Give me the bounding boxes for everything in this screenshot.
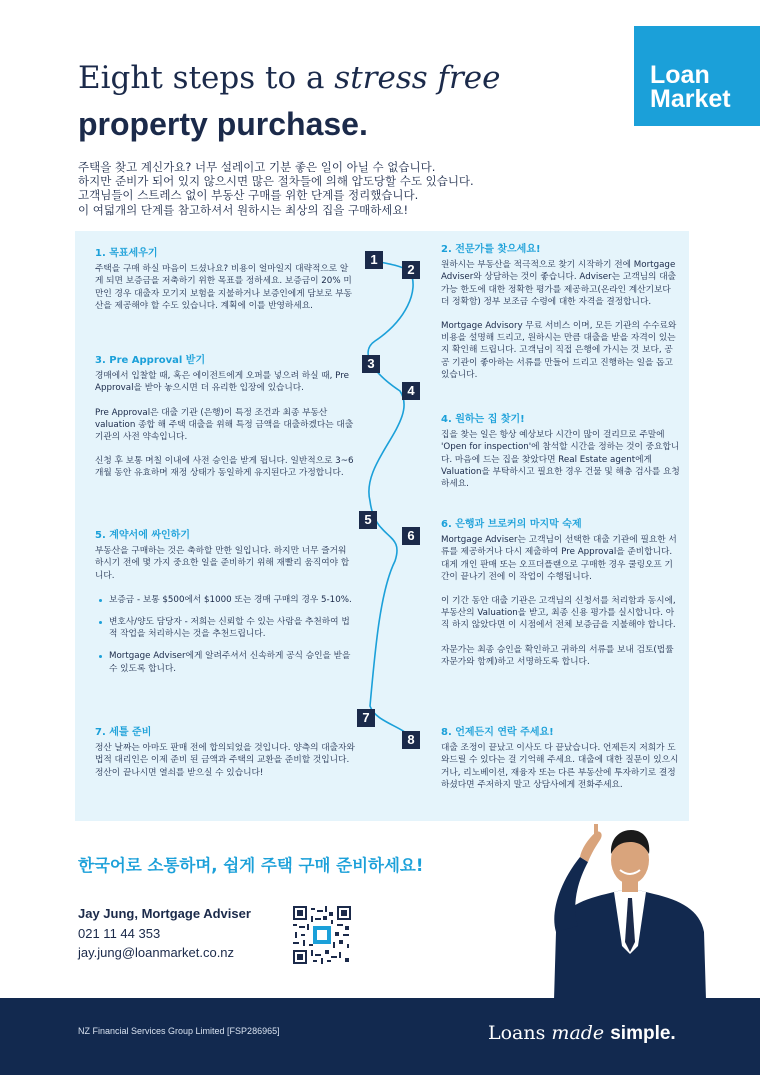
step-title: 8. 언제든지 연락 주세요! [441, 727, 554, 738]
fsp-registration: NZ Financial Services Group Limited [FSP286965] [78, 1026, 280, 1036]
loan-market-logo [634, 26, 760, 126]
step-number-3: 3 [362, 355, 380, 373]
step-5 [95, 530, 357, 685]
adviser-name: Jay Jung, Mortgage Adviser [78, 906, 251, 921]
page-title-line2: property purchase. [78, 106, 368, 142]
step-5-bullets [95, 594, 357, 675]
step-body: Mortgage Adviser는 고객님이 선택한 대출 기관에 필요한 서류를 제공하거나 다시 제출하여 Pre Approval을 준비합니다. 대게 개인 판매 또는 오프더플랜으로 구매한 경우 쿨링오프 기간이 끝나기 전에 이 작업이 수행됩니다. [441, 535, 677, 582]
step-4 [441, 414, 681, 502]
step-body: 원하시는 부동산을 적극적으로 찾기 시작하기 전에 Mortgage Adviser와 상담하는 것이 좋습니다. Adviser는 고객님의 대출 가능 한도에 대한 정확한 평가를 제공하고(온라인 계산기보다 더 정확함) 정부 보조금 수령에 대한 자격을 결정합니다. [441, 260, 676, 307]
page-title-line1 [78, 60, 500, 96]
intro-text [78, 160, 598, 217]
qr-code-icon[interactable] [293, 906, 351, 964]
step-body: 부동산을 구매하는 것은 축하할 만한 일입니다. 하지만 너무 즐거워 하시기 전에 몇 가지 중요한 일을 준비하기 위해 재빨리 움직여야 합니다. [95, 546, 350, 581]
contact-block [78, 906, 251, 964]
steps-panel [75, 231, 689, 821]
email-link[interactable]: jay.jung@loanmarket.co.nz [78, 945, 235, 960]
step-body: 이 기간 동안 대출 기관은 고객님의 신청서를 처리함과 동시에, 부동산의 Valuation을 받고, 최종 신용 평가를 실시합니다. 아직 하지 않았다면 이 시점에서 전체 보증금을 지불해야 합니다. [441, 596, 676, 631]
step-6 [441, 519, 681, 680]
step-body: 정산 날짜는 아마도 판매 전에 합의되었을 것입니다. 양측의 대출자와 법적 대리인은 이제 준비 된 금액과 주택의 교환을 준비할 것입니다. 정산이 끝나시면 열쇠를 받으실 수 있습니다! [95, 743, 355, 778]
step-3 [95, 355, 357, 492]
step-title: 4. 원하는 집 찾기! [441, 414, 525, 425]
step-number-1: 1 [365, 251, 383, 269]
step-title: 5. 계약서에 싸인하기 [95, 530, 190, 541]
step-body: Pre Approval은 대출 기관 (은행)이 특정 조건과 최종 부동산 valuation 종합 해 주택 대출을 위해 특정 금액을 대출하겠다는 대출 기관의 사전 약속입니다. [95, 407, 354, 443]
step-number-5: 5 [359, 511, 377, 529]
intro-line: 이 여덟개의 단계를 참고하셔서 원하시는 최상의 집을 구매하세요! [78, 202, 409, 217]
title-italic: stress free [334, 60, 501, 96]
step-body: 주택을 구매 하실 마음이 드셨나요? 비용이 얼마일지 대략적으로 알게 되면 보증금을 저축하기 위한 목표를 정하세요. 보증금이 20% 미만인 경우 대출자 모기지 보험을 지불하거나 보증인에게 담보로 부동산을 제공해야 할 수도 있습니다. 계획에 이를 반영하세요. [95, 264, 353, 311]
step-body: 집을 찾는 일은 항상 예상보다 시간이 많이 걸리므로 주말에 'Open for inspection'에 참석할 시간을 정하는 것이 중요합니다. 마음에 드는 집을 찾았다면 Real Estate agent에게 Valuation을 부탁하시고 필요한 경우 건물 및 해충 검사를 요청하세요. [441, 430, 680, 490]
step-body: 대출 조정이 끝났고 이사도 다 끝났습니다. 언제든지 저희가 도와드릴 수 있다는 걸 기억해 주세요. 대출에 대한 질문이 있으시거나, 리노베이션, 재융자 또는 다른 부동산에 투자하기로 결정하셨다면 주저하지 말고 상담사에게 전화주세요. [441, 743, 679, 790]
list-item: 변호사/양도 담당자 - 저희는 신뢰할 수 있는 사람을 추천하여 법적 작업을 처리하시는 것을 추천드립니다. [109, 616, 357, 640]
footer [0, 998, 760, 1075]
title-plain: Eight steps to a [78, 60, 335, 96]
phone-number[interactable]: 021 11 44 353 [78, 926, 161, 941]
slogan-simple: simple. [610, 1023, 676, 1044]
step-number-4: 4 [402, 382, 420, 400]
step-title: 6. 은행과 브로커의 마지막 숙제 [441, 519, 582, 530]
step-1 [95, 248, 353, 324]
intro-line: 하지만 준비가 되어 있지 않으시면 많은 절차들에 의해 압도당할 수도 있습니다. [78, 174, 474, 189]
logo-line2: Market [650, 85, 731, 113]
step-number-8: 8 [402, 731, 420, 749]
step-body: 경매에서 입찰할 때, 혹은 에이전트에게 오퍼를 넣으려 하실 때, Pre Approval을 받아 놓으시면 더 유리한 입장에 있습니다. [95, 371, 349, 394]
list-item: Mortgage Adviser에게 알려주셔서 신속하게 공식 승인을 받을 수 있도록 합니다. [109, 650, 357, 674]
footer-slogan [488, 1022, 676, 1045]
adviser-photo [540, 822, 720, 1000]
step-title: 7. 세틀 준비 [95, 727, 152, 738]
step-body: 신청 후 보통 며칠 이내에 사전 승인을 받게 됩니다. 일반적으로 3~6개월 동안 유효하며 재정 상태가 동일하게 유지된다고 가정합니다. [95, 456, 354, 479]
intro-line: 고객님들이 스트레스 없이 부동산 구매를 위한 단계를 정리했습니다. [78, 188, 419, 203]
step-8 [441, 727, 681, 803]
step-body: 자문가는 최종 승인을 확인하고 귀하의 서류를 보내 검토(법률 자문가와 함께)하고 서명하도록 합니다. [441, 644, 674, 667]
step-number-2: 2 [402, 261, 420, 279]
step-2 [441, 244, 681, 393]
slogan-made: made [551, 1022, 611, 1044]
step-title: 2. 전문가를 찾으세요! [441, 244, 541, 255]
intro-line: 주택을 찾고 계신가요? 너무 설레이고 기분 좋은 일이 아닐 수 없습니다. [78, 160, 436, 174]
step-number-7: 7 [357, 709, 375, 727]
step-title: 3. Pre Approval 받기 [95, 355, 206, 366]
tagline: 한국어로 소통하며, 쉽게 주택 구매 준비하세요! [78, 856, 424, 875]
step-7 [95, 727, 357, 791]
slogan-loans: Loans [488, 1022, 552, 1044]
list-item: 보증금 - 보통 $500에서 $1000 또는 경매 구매의 경우 5-10%. [109, 594, 357, 606]
step-body: Mortgage Advisory 무료 서비스 이며, 모든 기관의 수수료와 비용을 설명해 드리고, 원하시는 만큼 대출을 받을 자격이 있는지 확인해 드립니다. 고객님이 직접 은행에 가시는 것 보다, 공공 기관이 좋아하는 서류를 만들어 드리고 진행하는 일을 돕고 있습니다. [441, 321, 677, 380]
step-title: 1. 목표세우기 [95, 248, 158, 259]
logo-line1: Loan [650, 61, 710, 89]
step-number-6: 6 [402, 527, 420, 545]
